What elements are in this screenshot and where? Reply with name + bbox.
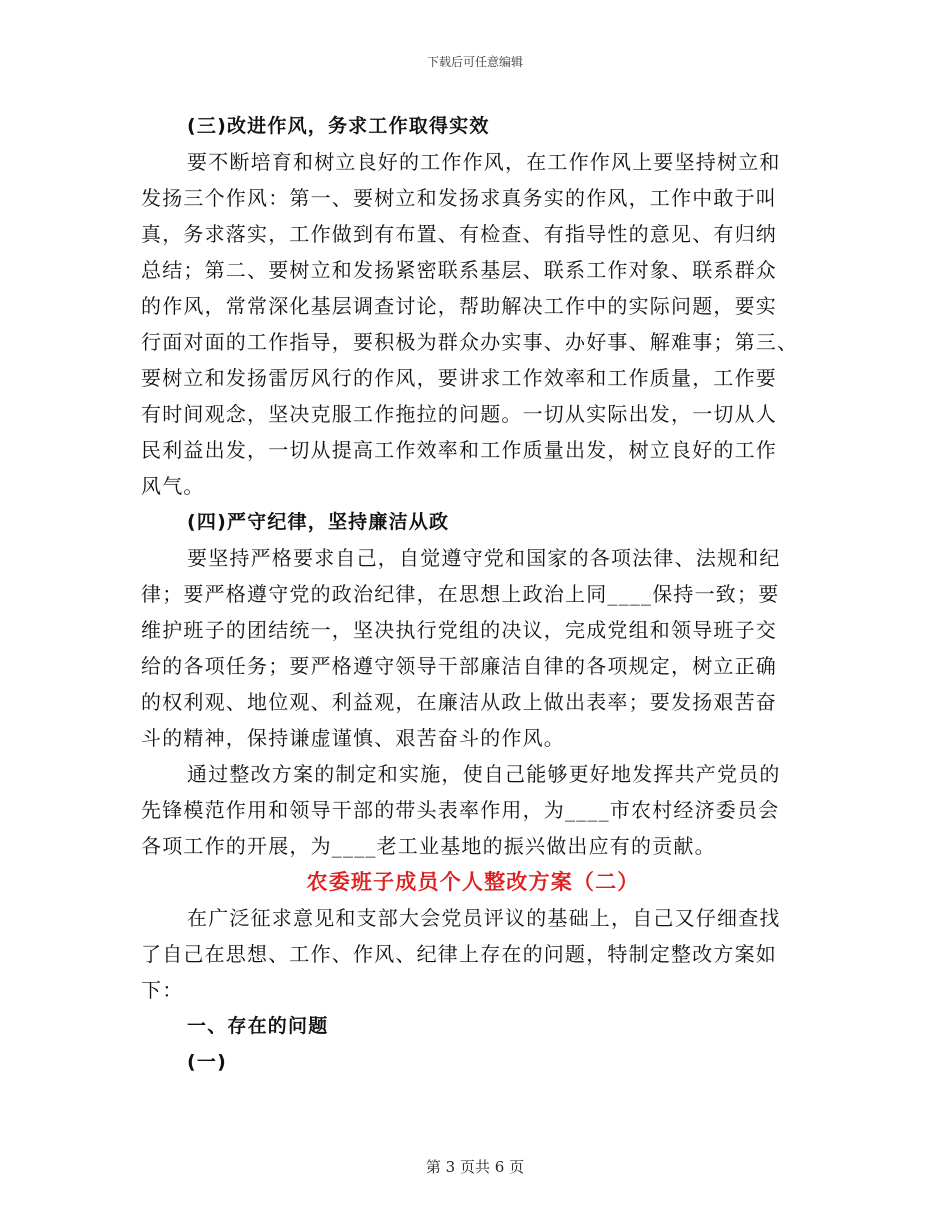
subsection-heading: (一) [187,1051,227,1073]
paragraph-line: 要不断培育和树立良好的工作作风，在工作作风上要坚持树立和 [187,150,781,174]
paragraph-line: 真，务求落实，工作做到有布置、有检查、有指导性的意见、有归纳 [141,222,777,246]
paragraph-line: 有时间观念，坚决克服工作拖拉的问题。一切从实际出发，一切从人 [141,402,777,426]
paragraph-line: 下： [141,978,184,1002]
paragraph-line: 在广泛征求意见和支部大会党员评议的基础上，自己又仔细查找 [187,906,781,930]
page-header: 下载后可任意编辑 [426,55,523,69]
document-body [141,108,805,1080]
paragraph-line: 总结；第二、要树立和发扬紧密联系基层、联系工作对象、联系群众 [141,258,777,282]
paragraph-line: 民利益出发，一切从提高工作效率和工作质量出发，树立良好的工作 [141,438,777,462]
paragraph-line: 发扬三个作风：第一、要树立和发扬求真务实的作风，工作中敢于叫 [141,186,777,210]
paragraph-line: 要坚持严格要求自己，自觉遵守党和国家的各项法律、法规和纪 [187,546,781,570]
paragraph-line: 的权利观、地位观、利益观，在廉洁从政上做出表率；要发扬艰苦奋 [141,690,777,714]
paragraph-line: 律；要严格遵守党的政治纪律，在思想上政治上同____保持一致；要 [141,582,780,606]
section-heading-3: (三)改进作风，务求工作取得实效 [187,115,490,137]
paragraph-line: 通过整改方案的制定和实施，使自己能够更好地发挥共产党员的 [187,762,781,786]
paragraph-line: 斗的精神，保持谦虚谨慎、艰苦奋斗的作风。 [141,726,565,750]
paragraph-line: 先锋模范作用和领导干部的带头表率作用，为____市农村经济委员会 [141,798,780,822]
section-heading-1: 一、存在的问题 [187,1015,329,1037]
paragraph-line: 风气。 [141,474,205,498]
paragraph-line: 行面对面的工作指导，要积极为群众办实事、办好事、解难事；第三、 [141,330,799,354]
paragraph-line: 要树立和发扬雷厉风行的作风，要讲求工作效率和工作质量，工作要 [141,366,777,390]
paragraph-line: 的作风，常常深化基层调查讨论，帮助解决工作中的实际问题，要实 [141,294,777,318]
paragraph-line: 给的各项任务；要严格遵守领导干部廉洁自律的各项规定，树立正确 [141,654,777,678]
section-heading-4: (四)严守纪律，坚持廉洁从政 [187,511,450,533]
paragraph-line: 各项工作的开展，为____老工业基地的振兴做出应有的贡献。 [141,834,716,858]
paragraph-line: 维护班子的团结统一，坚决执行党组的决议，完成党组和领导班子交 [141,618,777,642]
page-footer: 第 3 页共 6 页 [425,1158,525,1176]
document-title: 农委班子成员个人整改方案（二） [306,870,640,894]
paragraph-line: 了自己在思想、工作、作风、纪律上存在的问题，特制定整改方案如 [141,942,777,966]
